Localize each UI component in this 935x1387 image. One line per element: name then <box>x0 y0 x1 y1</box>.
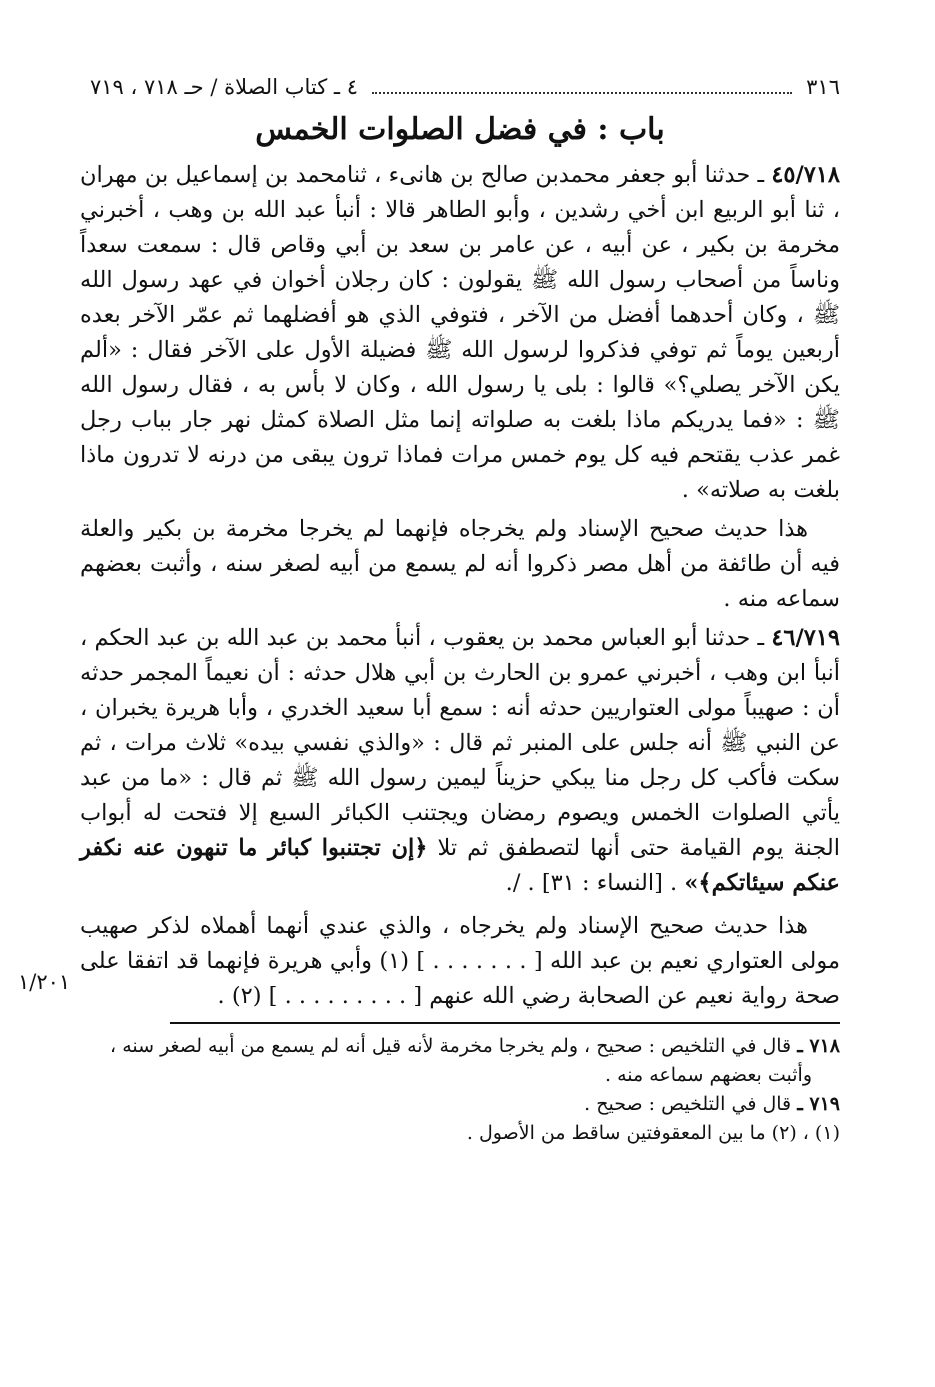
hadith-719 <box>80 621 840 901</box>
hadith-718-number: ٤٥/٧١٨ <box>771 162 840 188</box>
hadith-718-comment: هذا حديث صحيح الإسناد ولم يخرجاه فإنهما لم يخرجا مخرمة بن بكير والعلة فيه أن طائفة من أهل مصر ذكروا أنه لم يسمع من أبيه لصغر سنه ، وأثبت بعضهم سماعه منه . <box>80 516 840 612</box>
margin-volume-page-ref: ١/٢٠١ <box>18 970 71 994</box>
hadith-719-text: ـ حدثنا أبو العباس محمد بن يعقوب ، أنبأ محمد بن عبد الله بن عبد الحكم ، أنبأ ابن وهب ، أخبرني عمرو بن الحارث بن أبي هلال حدثه : أن نعيماً المجمر حدثه أن : صهيباً مولى العتواريين حدثه أنه : سمع أبا سعيد الخدري ، وأبا هريرة يخبران ، عن النبي ﷺ أنه جلس على المنبر ثم قال : «والذي نفسي بيده» ثلاث مرات ، ثم سكت فأكب كل رجل منا يبكي حزيناً ليمين رسول الله ﷺ ثم قال : «ما من عبد يأتي الصلوات الخمس ويصوم رمضان ويجتنب الكبائر السبع إلا فتحت له أبواب الجنة يوم القيامة حتى أنها لتصطفق ثم تلا <box>80 625 840 861</box>
running-header <box>80 72 840 102</box>
footnote-718-text: قال في التلخيص : صحيح ، ولم يخرجا مخرمة لأنه قيل أنه لم يسمع من أبيه لصغر سنه ، <box>110 1035 792 1057</box>
hadith-719-comment: هذا حديث صحيح الإسناد ولم يخرجاه ، والذي عندي أنهما أهملاه لذكر صهيب مولى العتواري نعيم بن عبد الله [ . . . . . . . ] (١) وأبي هريرة فإنهما قد اتفقا على صحة رواية نعيم عن الصحابة رضي الله عنهم [ . . . . . . . . . ] (٢) . <box>80 913 840 1009</box>
footnote-718-number: ٧١٨ ـ <box>797 1035 840 1057</box>
hadith-718-text: ـ حدثنا أبو جعفر محمدبن صالح بن هانىء ، ثنامحمد بن إسماعيل بن مهران ، ثنا أبو الربيع ابن أخي رشدين ، وأبو الطاهر قالا : أنبأ عبد الله بن وهب ، أخبرني مخرمة بن بكير ، عن أبيه ، عن عامر بن سعد بن أبي وقاص قال : سمعت سعداً وناساً من أصحاب رسول الله ﷺ يقولون : كان رجلان أخوان في عهد رسول الله ﷺ ، وكان أحدهما أفضل من الآخر ، فتوفي الذي هو أفضلهما ثم عمّر الآخر بعده أربعين يوماً ثم توفي فذكروا لرسول الله ﷺ فضيلة الأول على الآخر فقال : «ألم يكن الآخر يصلي؟» قالوا : بلى يا رسول الله ، وكان لا بأس به ، فقال رسول الله ﷺ : «فما يدريكم ماذا بلغت به صلواته إنما مثل الصلاة كمثل نهر جار بباب رجل غمر عذب يقتحم فيه كل يوم خمس مرات فماذا ترون يبقى من درنه لا تدرون ماذا بلغت به صلاته» . <box>80 162 840 503</box>
chapter-title: باب : في فضل الصلوات الخمس <box>255 112 665 147</box>
footnote-719-text: قال في التلخيص : صحيح . <box>584 1093 792 1115</box>
footnote-separator <box>170 1022 840 1024</box>
footnote-719 <box>80 1090 840 1119</box>
footnotes <box>80 1032 840 1148</box>
hadith-719-quran-reference: . [النساء : ٣١] . /. <box>505 870 678 896</box>
footnote-719-number: ٧١٩ ـ <box>797 1093 840 1115</box>
header-dot-leader <box>372 78 792 94</box>
footnote-718 <box>80 1032 840 1061</box>
page-number: ٣١٦ <box>806 75 840 99</box>
hadith-719-number: ٤٦/٧١٩ <box>771 625 840 651</box>
hadith-719-quran-verse: ﴿إن تجتنبوا كبائر ما تنهون عنه نكفر عنكم سيئاتكم﴾» <box>80 835 840 896</box>
running-title: ٤ ـ كتاب الصلاة / حـ ٧١٨ ، ٧١٩ <box>90 75 359 99</box>
footnote-718-continuation: وأثبت بعضهم سماعه منه . <box>605 1064 812 1086</box>
footnote-brackets: (١) ، (٢) ما بين المعقوفتين ساقط من الأصول . <box>466 1122 840 1144</box>
hadith-718 <box>80 158 840 508</box>
